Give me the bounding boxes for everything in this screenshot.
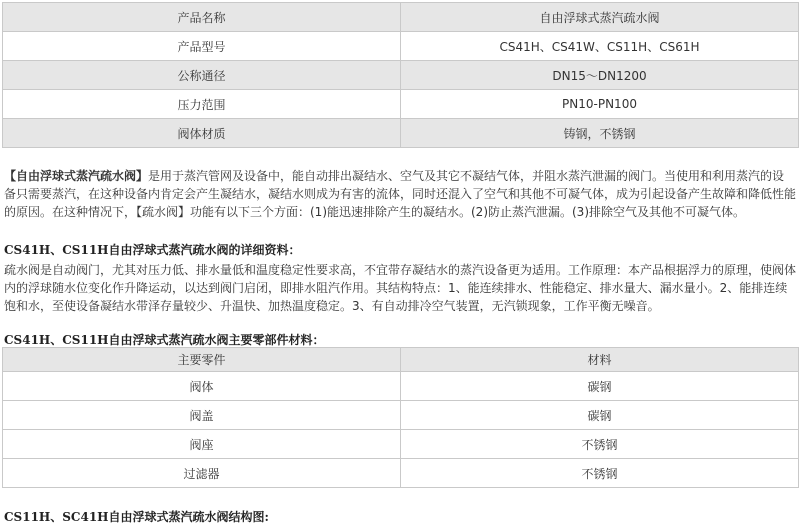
spec-table [2,2,799,148]
parts-header-row [3,348,799,372]
parts-col-material: 材料 [401,348,799,372]
part-name: 阀体 [3,372,401,401]
intro-lead: 【自由浮球式蒸汽疏水阀】 [4,169,149,183]
detail-paragraph: 疏水阀是自动阀门，尤其对压力低、排水量低和温度稳定性要求高，不宜带存凝结水的蒸汽设备更为适用。工作原理：本产品根据浮力的原理，使阀体内的浮球随水位变化作升降运动，以达到阀门启闭，即排水阻汽作用。其结构特点：1、能连续排水、性能稳定、排水量大、漏水量小。2、能排连续饱和水，至使设备凝结水带泽存量较少、升温快、加热温度稳定。3、有自动排冷空气装置，无汽锁现象，工作平衡无噪音。 [4,263,797,313]
table-row [3,430,799,459]
part-material: 碳钢 [401,372,799,401]
spec-row-pressure [3,90,799,119]
spec-row-model [3,32,799,61]
spec-label: 压力范围 [3,90,401,119]
spec-value: DN15～DN1200 [401,61,799,90]
part-name: 阀盖 [3,401,401,430]
intro-paragraph [4,167,796,221]
part-name: 阀座 [3,430,401,459]
spec-row-diameter [3,61,799,90]
spec-value: 铸钢，不锈钢 [401,119,799,148]
spec-label: 产品型号 [3,32,401,61]
spec-value: PN10-PN100 [401,90,799,119]
spec-value: CS41H、CS41W、CS11H、CS61H [401,32,799,61]
parts-col-part: 主要零件 [3,348,401,372]
spec-label: 公称通径 [3,61,401,90]
spec-value: 自由浮球式蒸汽疏水阀 [401,3,799,32]
spec-row-material [3,119,799,148]
parts-heading: CS41H、CS11H自由浮球式蒸汽疏水阀主要零部件材料： [4,333,325,347]
table-row [3,372,799,401]
structure-heading: CS11H、SC41H自由浮球式蒸汽疏水阀结构图: [4,510,269,524]
table-row [3,401,799,430]
spec-label: 产品名称 [3,3,401,32]
part-material: 不锈钢 [401,430,799,459]
spec-row-name [3,3,799,32]
intro-text: 是用于蒸汽管网及设备中，能自动排出凝结水、空气及其它不凝结气体，并阻水蒸汽泄漏的阀门。当使用和利用蒸汽的设备只需要蒸汽，在这种设备内肯定会产生凝结水，凝结水则成为有害的流体，同时还混入了空气和其他不可凝气体，成为引起设备产生故障和降低性能的原因。在这种情况下，【疏水阀】功能有以下三个方面：(1)能迅速排除产生的凝结水。(2)防止蒸汽泄漏。(3)排除空气及其他不可凝气体。 [4,169,797,219]
spec-label: 阀体材质 [3,119,401,148]
part-material: 不锈钢 [401,459,799,488]
part-name: 过滤器 [3,459,401,488]
parts-table [2,347,799,488]
detail-heading: CS41H、CS11H自由浮球式蒸汽疏水阀的详细资料： [4,243,301,257]
part-material: 碳钢 [401,401,799,430]
table-row [3,459,799,488]
